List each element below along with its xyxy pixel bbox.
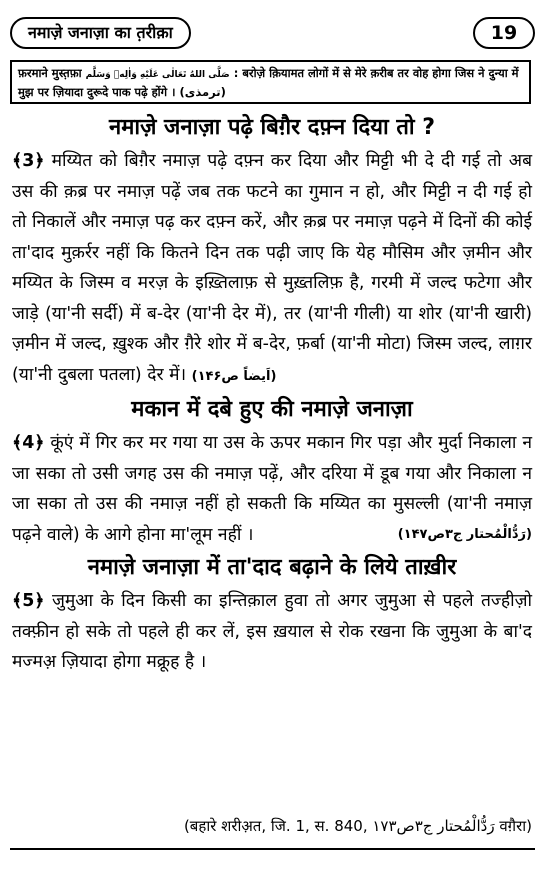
item-number: ﴾3﴿ bbox=[12, 151, 45, 171]
main-content bbox=[12, 110, 532, 678]
page-number: 19 bbox=[473, 17, 535, 49]
section-paragraph bbox=[12, 146, 532, 392]
reference: (اَیضاً ص۱۴۶) bbox=[191, 368, 277, 384]
hadith-label: फ़रमाने मुस्त़फ़ा bbox=[18, 66, 82, 80]
section-heading: नमाज़े जनाज़ा पढ़े बिग़ैर दफ़्न दिया तो ? bbox=[109, 115, 435, 140]
bottom-rule bbox=[10, 848, 535, 850]
footer-reference: (बहारे शरीअ़त, जि. 1, स. 840, رَدُّالْمُحتار ج۳ص۱۷۳ वग़ैरा) bbox=[183, 817, 532, 835]
section-paragraph bbox=[12, 428, 532, 550]
paragraph-text: जुमुआ के दिन किसी का इन्तिक़ाल हुवा तो अगर जुमुआ से पहले तज्हीज़ो तक्फ़ीन हो सके तो पहले ही कर लें, इस ख़याल से रोक रखना कि जुमुआ के बा'द मज्मअ़ ज़ियादा होगा मक्रूह है । bbox=[12, 591, 532, 672]
section-heading: नमाज़े जनाज़ा में ता'दाद बढ़ाने के लिये ताख़ीर bbox=[87, 555, 457, 580]
paragraph-text: मय्यित को बिग़ैर नमाज़ पढ़े दफ़्न कर दिया और मिट्टी भी दे दी गई तो अब उस की क़ब्र पर नमाज़ पढ़ें जब तक फटने का गुमान न हो, और मिट्टी न दी गई हो तो निकालें और नमाज़ पढ़ कर दफ़्न करें, और क़ब्र पर नमाज़ पढ़ने में दिनों की कोई ता'दाद मुक़र्रर नहीं कि कितने दिन तक पढ़ी जाए कि येह मौसिम और ज़मीन और मय्यित के जिस्म व मरज़ के इख़्तिलाफ़ से मुख़्तलिफ़ है, गरमी में जल्द फटेगा और जाड़े (या'नी सर्दी) में ब-देर (या'नी देर में), तर (या'नी गीली) या शोर (या'नी खारी) ज़मीन में जल्द, ख़ुश्क और ग़ैरे शोर में ब-देर, फ़र्बा (या'नी मोटा) जिस्म जल्द, लाग़र (या'नी दुबला पतला) देर में। bbox=[12, 151, 533, 385]
salutation: صَلَّى اللهُ تَعَالٰى عَلَيْهِ وَاٰلِهٖ وَسَلَّم bbox=[85, 70, 230, 80]
paragraph-text: कूंएं में गिर कर मर गया या उस के ऊपर मकान गिर पड़ा और मुर्दा निकाला न जा सका तो उसी जगह उस की नमाज़ पढ़ें, और दरिया में डूब गया और निकाला न जा सका तो उस की नमाज़ नहीं हो सकती कि मय्यित का मुसल्ली (या'नी नमाज़ पढ़ने वाले) के आगे होना मा'लूम नहीं । bbox=[12, 433, 533, 545]
hadith-box bbox=[10, 60, 531, 104]
item-number: ﴾4﴿ bbox=[12, 433, 45, 453]
section-heading: मकान में दबे हुए की नमाज़े जनाज़ा bbox=[131, 397, 413, 422]
hadith-source: (ترمذی) bbox=[179, 85, 226, 99]
section-paragraph bbox=[12, 586, 532, 678]
item-number: ﴾5﴿ bbox=[12, 591, 45, 611]
book-title: नमाज़े जनाज़ा का त़रीक़ा bbox=[10, 17, 191, 49]
page-header bbox=[10, 17, 535, 51]
hadith-text: : बरोज़े क़ियामत लोगों में से मेरे क़रीब तर वोह होगा जिस ने दुन्या में मुझ पर ज़ियादा दुरूदे पाक पढ़े होंगे । bbox=[18, 66, 519, 99]
reference: (رَدُّالْمُحتار ج۳ص۱۴۷) bbox=[397, 526, 532, 542]
